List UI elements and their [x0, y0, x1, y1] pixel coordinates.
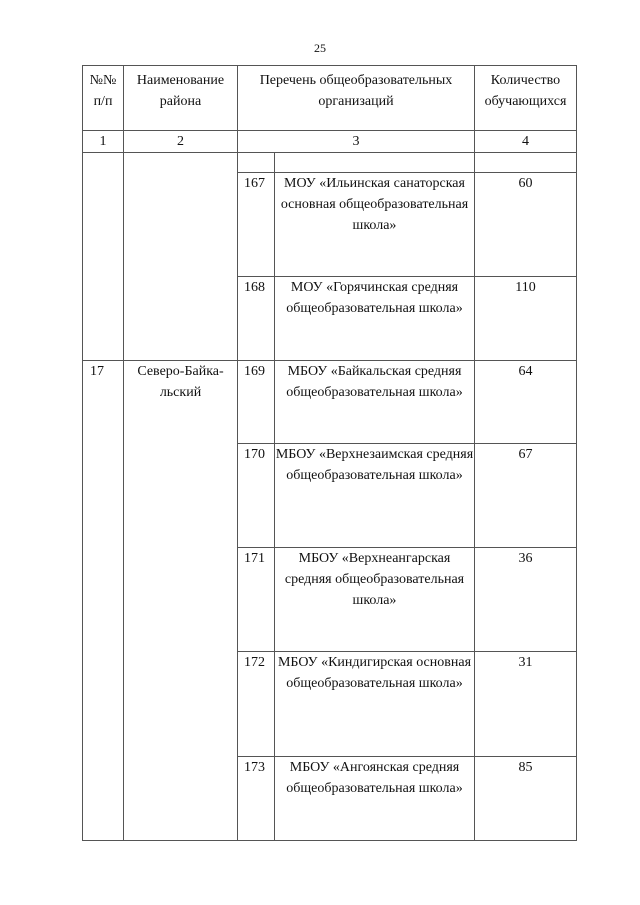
school-number: 168	[238, 277, 275, 361]
column-number: 1	[83, 131, 124, 153]
student-count: 110	[475, 277, 577, 361]
student-count: 31	[475, 652, 577, 757]
school-name: МБОУ «Верхнезаимская средняя общеобразовательная школа»	[275, 444, 475, 548]
header-col-students: Количество обучающихся	[475, 66, 577, 131]
column-number: 4	[475, 131, 577, 153]
page-number: 25	[314, 41, 326, 55]
header-col-district: Наименование района	[124, 66, 238, 131]
district-name: Северо-Байка-льский	[124, 361, 238, 841]
school-name: МОУ «Горячинская средняя общеобразовательная школа»	[275, 277, 475, 361]
student-count: 36	[475, 548, 577, 652]
school-number: 172	[238, 652, 275, 757]
header-col-number: №№ п/п	[83, 66, 124, 131]
school-name: МБОУ «Ангоянская средняя общеобразовательная школа»	[275, 757, 475, 841]
header-col-organizations: Перечень общеобразовательных организаций	[238, 66, 475, 131]
school-name: МБОУ «Киндигирская основная общеобразовательная школа»	[275, 652, 475, 757]
district-name	[124, 153, 238, 361]
table-row	[83, 153, 577, 173]
district-number	[83, 153, 124, 361]
school-name: МБОУ «Байкальская средняя общеобразовательная школа»	[275, 361, 475, 444]
table-header-row	[83, 66, 577, 131]
table-row	[83, 361, 577, 444]
student-count: 85	[475, 757, 577, 841]
student-count: 67	[475, 444, 577, 548]
district-number: 17	[83, 361, 124, 841]
column-number: 3	[238, 131, 475, 153]
school-number: 170	[238, 444, 275, 548]
column-number: 2	[124, 131, 238, 153]
student-count: 60	[475, 173, 577, 277]
schools-table	[82, 65, 577, 841]
student-count: 64	[475, 361, 577, 444]
student-count	[475, 153, 577, 173]
school-number	[238, 153, 275, 173]
column-numbers-row	[83, 131, 577, 153]
school-name	[275, 153, 475, 173]
school-number: 173	[238, 757, 275, 841]
school-number: 169	[238, 361, 275, 444]
school-number: 167	[238, 173, 275, 277]
school-number: 171	[238, 548, 275, 652]
school-name: МБОУ «Верхнеангарская средняя общеобразовательная школа»	[275, 548, 475, 652]
school-name: МОУ «Ильинская санаторская основная общеобразовательная школа»	[275, 173, 475, 277]
